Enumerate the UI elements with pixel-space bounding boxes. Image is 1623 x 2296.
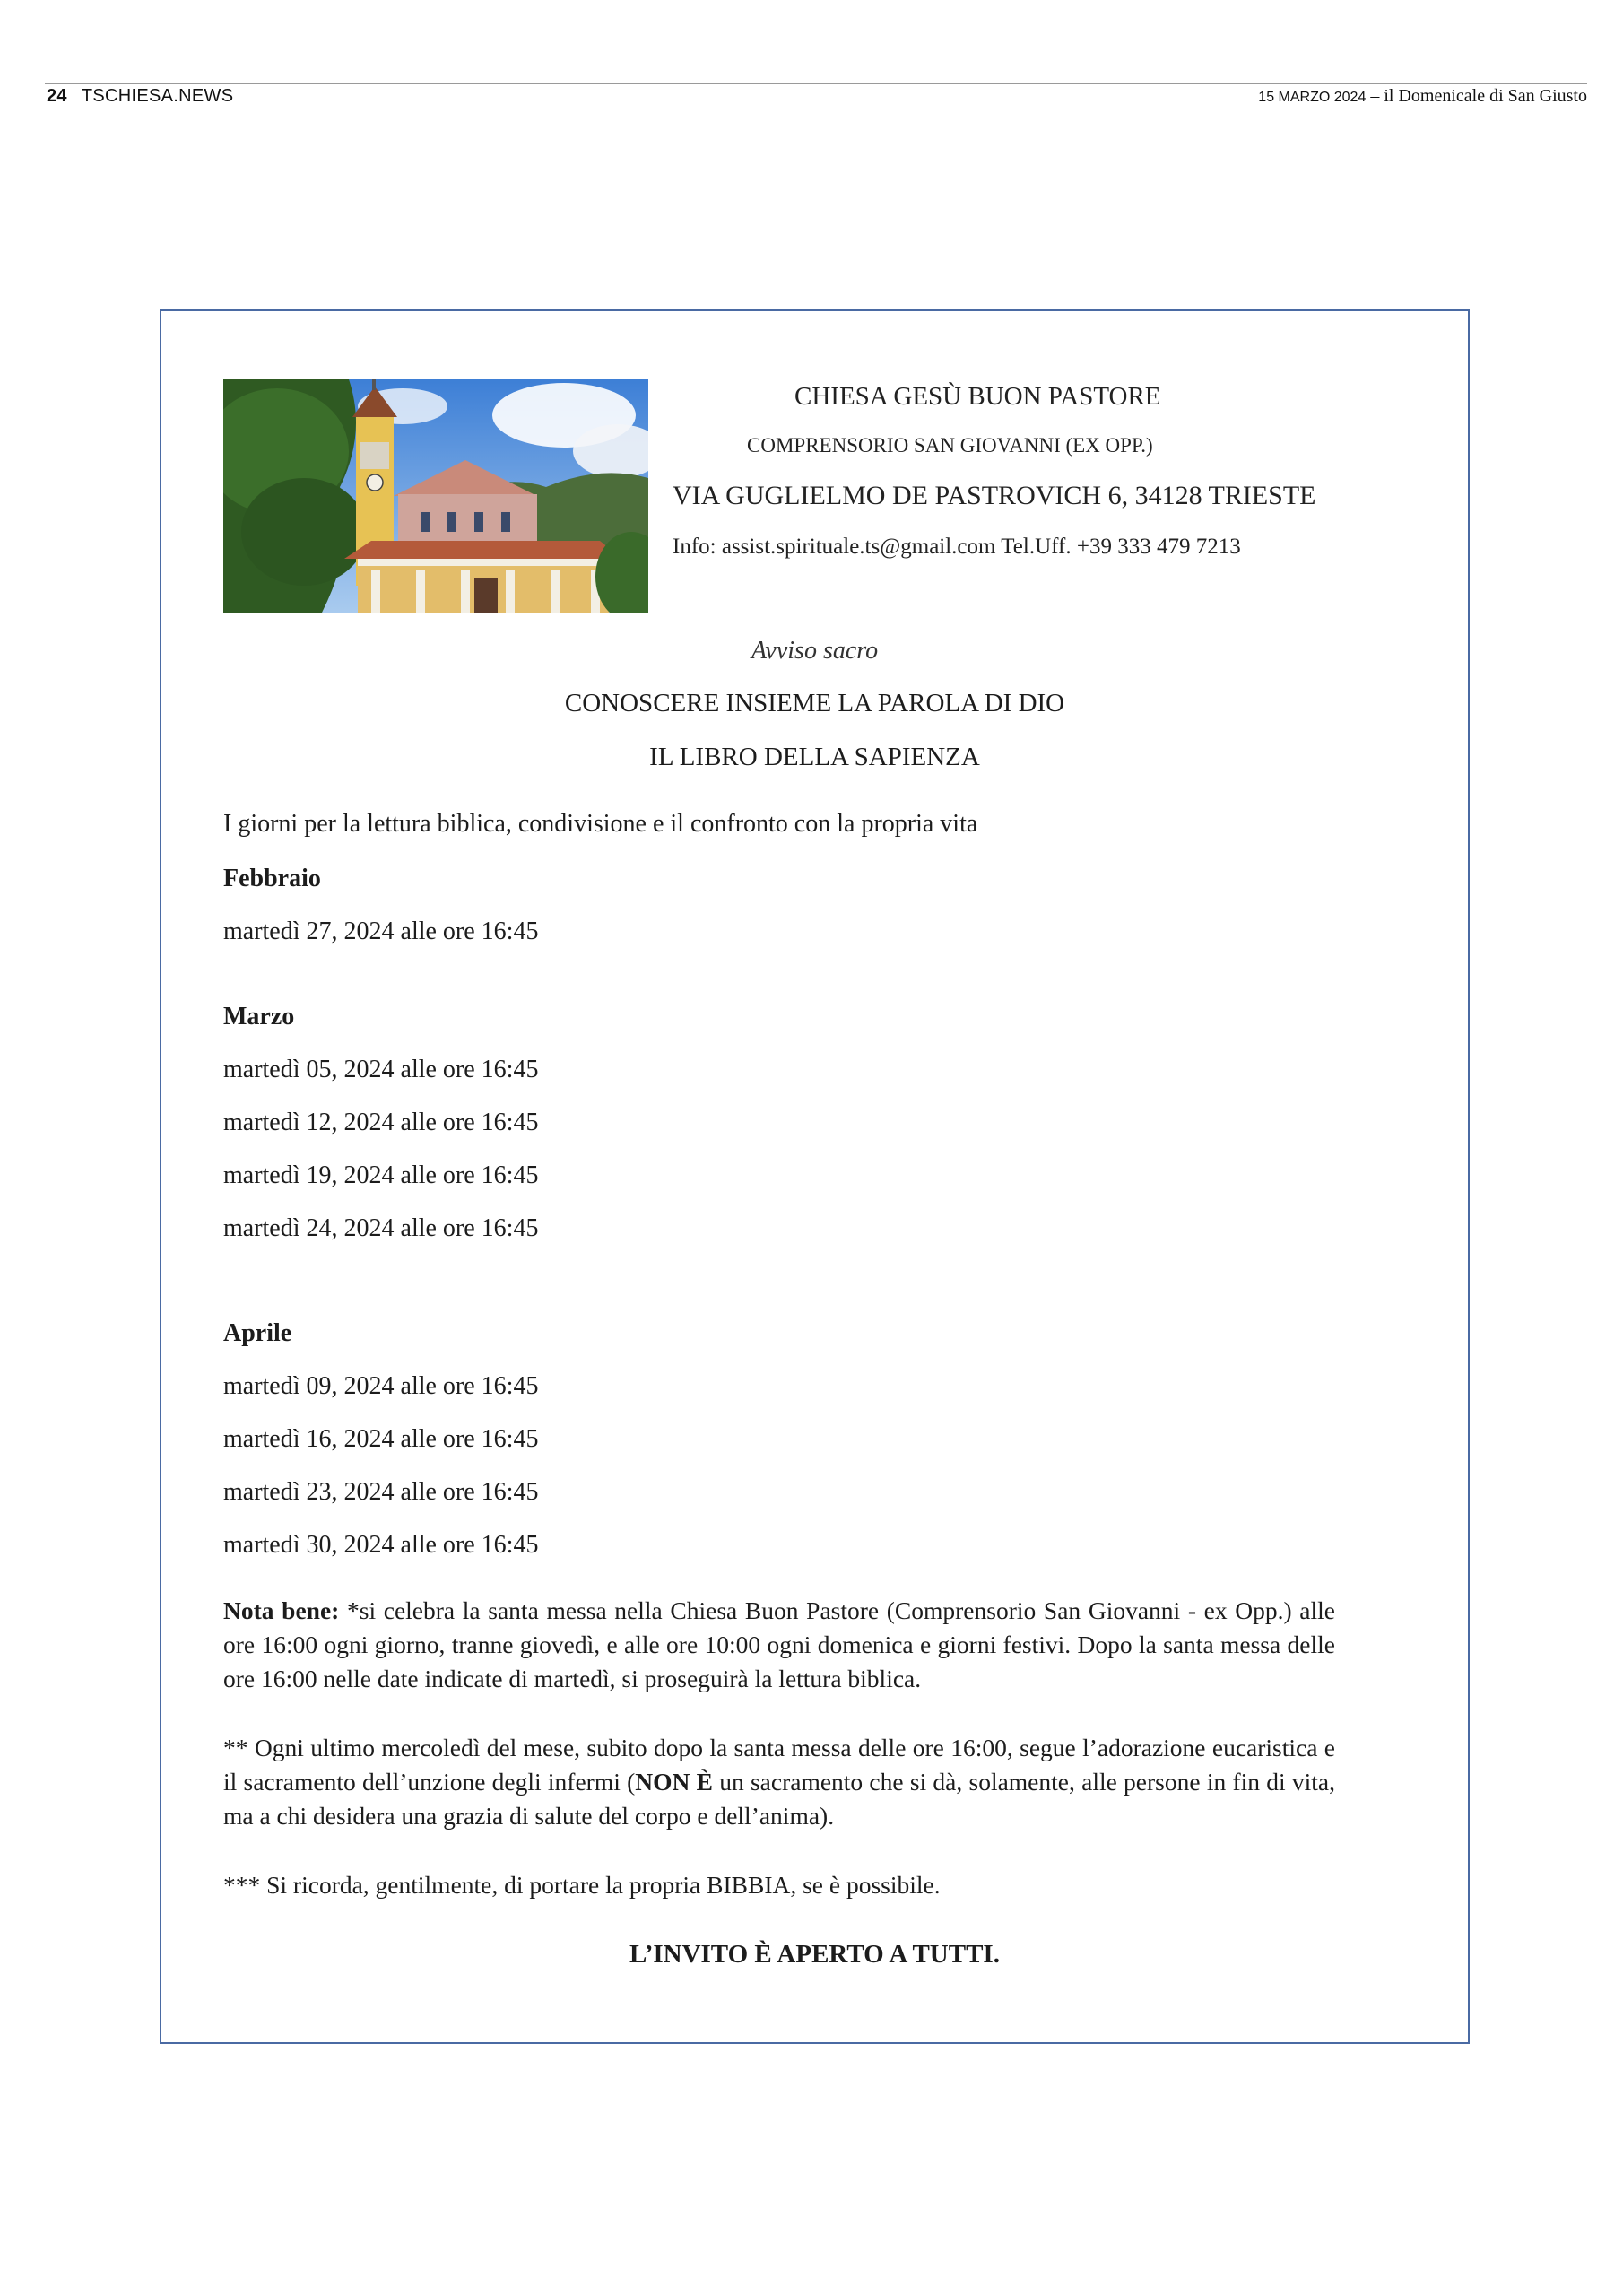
notice-label: Avviso sacro bbox=[751, 637, 879, 665]
header-divider bbox=[45, 83, 1587, 84]
church-address: VIA GUGLIELMO DE PASTROVICH 6, 34128 TRIESTE bbox=[673, 481, 1316, 510]
schedule-date: martedì 05, 2024 alle ore 16:45 bbox=[223, 1056, 539, 1083]
church-photo bbox=[223, 379, 648, 613]
month-name: Marzo bbox=[223, 1003, 295, 1031]
page-number: 24 bbox=[47, 86, 67, 106]
nota-bene-text: *si celebra la santa messa nella Chiesa Buon Pastore (Comprensorio San Giovanni - ex Opp.) alle ore 16:00 ogni giorno, tranne giovedì, e alle ore 10:00 ogni domenica e giorni festivi. Dopo la santa messa delle ore 16:00 nelle date indicate di martedì, si proseguirà la lettura biblica. bbox=[223, 1596, 1335, 1692]
church-subtitle: COMPRENSORIO SAN GIOVANNI (EX OPP.) bbox=[747, 434, 1153, 457]
schedule-date: martedì 23, 2024 alle ore 16:45 bbox=[223, 1478, 539, 1506]
header-separator: – bbox=[1366, 86, 1384, 106]
schedule-month-march bbox=[223, 990, 538, 1255]
schedule-date: martedì 24, 2024 alle ore 16:45 bbox=[223, 1214, 539, 1242]
schedule-date: martedì 12, 2024 alle ore 16:45 bbox=[223, 1109, 539, 1136]
adoration-note-text-start: ** Ogni ultimo mercoledì del mese, subito dopo la santa messa delle ore 16:00, segue l’adorazione eucaristica e il sacramento dell’unzione degli infermi ( bbox=[223, 1734, 1335, 1796]
church-name: CHIESA GESÙ BUON PASTORE bbox=[794, 382, 1161, 411]
nota-bene-label: Nota bene: bbox=[223, 1596, 340, 1624]
schedule-month-february bbox=[223, 852, 538, 958]
month-name: Aprile bbox=[223, 1319, 292, 1347]
nota-bene-paragraph bbox=[223, 1594, 1335, 1696]
adoration-note-emphasis: NON È bbox=[635, 1768, 713, 1796]
schedule-date: martedì 16, 2024 alle ore 16:45 bbox=[223, 1425, 539, 1453]
schedule-month-april bbox=[223, 1307, 538, 1571]
adoration-note-paragraph bbox=[223, 1731, 1335, 1833]
notice-title: CONOSCERE INSIEME LA PAROLA DI DIO bbox=[564, 689, 1065, 718]
bible-reminder-note: *** Si ricorda, gentilmente, di portare la propria BIBBIA, se è possibile. bbox=[223, 1871, 941, 1899]
schedule-date: martedì 27, 2024 alle ore 16:45 bbox=[223, 918, 539, 945]
schedule-date: martedì 30, 2024 alle ore 16:45 bbox=[223, 1531, 539, 1559]
month-name: Febbraio bbox=[223, 865, 321, 892]
publication-name: il Domenicale di San Giusto bbox=[1384, 86, 1587, 106]
schedule-date: martedì 09, 2024 alle ore 16:45 bbox=[223, 1372, 539, 1400]
church-contact-info: Info: assist.spirituale.ts@gmail.com Tel.Uff. +39 333 479 7213 bbox=[673, 535, 1241, 559]
closing-invitation: L’INVITO È APERTO A TUTTI. bbox=[629, 1940, 1000, 1969]
schedule-date: martedì 19, 2024 alle ore 16:45 bbox=[223, 1161, 539, 1189]
issue-date: 15 MARZO 2024 bbox=[1258, 90, 1367, 105]
adoration-note-text-end: un sacramento che si dà, solamente, alle persone in fin di vita, ma a chi desidera una grazia di salute del corpo e dell’anima). bbox=[223, 1768, 1335, 1830]
intro-text: I giorni per la lettura biblica, condivisione e il confronto con la propria vita bbox=[223, 810, 978, 838]
site-name[interactable]: TSCHIESA.NEWS bbox=[81, 86, 234, 106]
page-header-right bbox=[1258, 86, 1587, 107]
page-header-left bbox=[47, 86, 233, 107]
notice-subtitle: IL LIBRO DELLA SAPIENZA bbox=[649, 743, 980, 771]
